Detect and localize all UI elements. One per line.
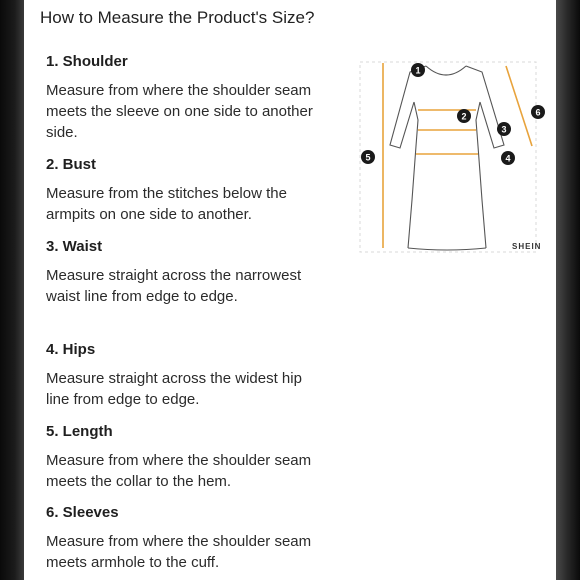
section-heading: 5. Length [46,423,113,440]
section-hips [46,341,316,410]
section-heading: 2. Bust [46,156,97,173]
size-guide-card [24,0,556,580]
dress-measurement-diagram [334,50,554,270]
section-heading: 4. Hips [46,341,96,358]
svg-text:2: 2 [461,111,467,122]
section-heading: 3. Waist [46,238,103,255]
sleeve-line [506,66,532,146]
marker-3-icon [497,122,511,136]
section-heading: 1. Shoulder [46,53,128,70]
marker-4-icon [501,151,515,165]
svg-text:5: 5 [365,152,371,163]
section-text: Measure straight across the widest hip line from edge to edge. [46,370,302,408]
section-text: Measure from where the shoulder seam meets armhole to the cuff. [46,533,312,571]
brand-logo: SHEIN [512,242,542,251]
marker-5-icon [361,150,375,164]
page-title: How to Measure the Product's Size? [40,8,315,27]
section-bust [46,156,316,225]
section-sleeves [46,504,316,573]
section-length [46,423,316,492]
section-text: Measure from where the shoulder seam meets the collar to the hem. [46,452,312,490]
section-text: Measure straight across the narrowest waist line from edge to edge. [46,267,302,305]
section-text: Measure from the stitches below the armpits on one side to another. [46,185,287,223]
marker-6-icon [531,105,545,119]
photo-edge-right [556,0,580,580]
svg-text:4: 4 [505,153,511,164]
section-heading: 6. Sleeves [46,504,119,521]
photo-edge-left [0,0,24,580]
marker-1-icon [411,63,425,77]
marker-2-icon [457,109,471,123]
section-text: Measure from where the shoulder seam meets the sleeve on one side to another side. [46,82,313,141]
svg-text:6: 6 [535,107,541,118]
svg-text:3: 3 [501,124,507,135]
section-waist [46,238,316,307]
section-shoulder [46,53,316,143]
svg-text:1: 1 [415,65,421,76]
dress-outline-icon [390,66,507,250]
